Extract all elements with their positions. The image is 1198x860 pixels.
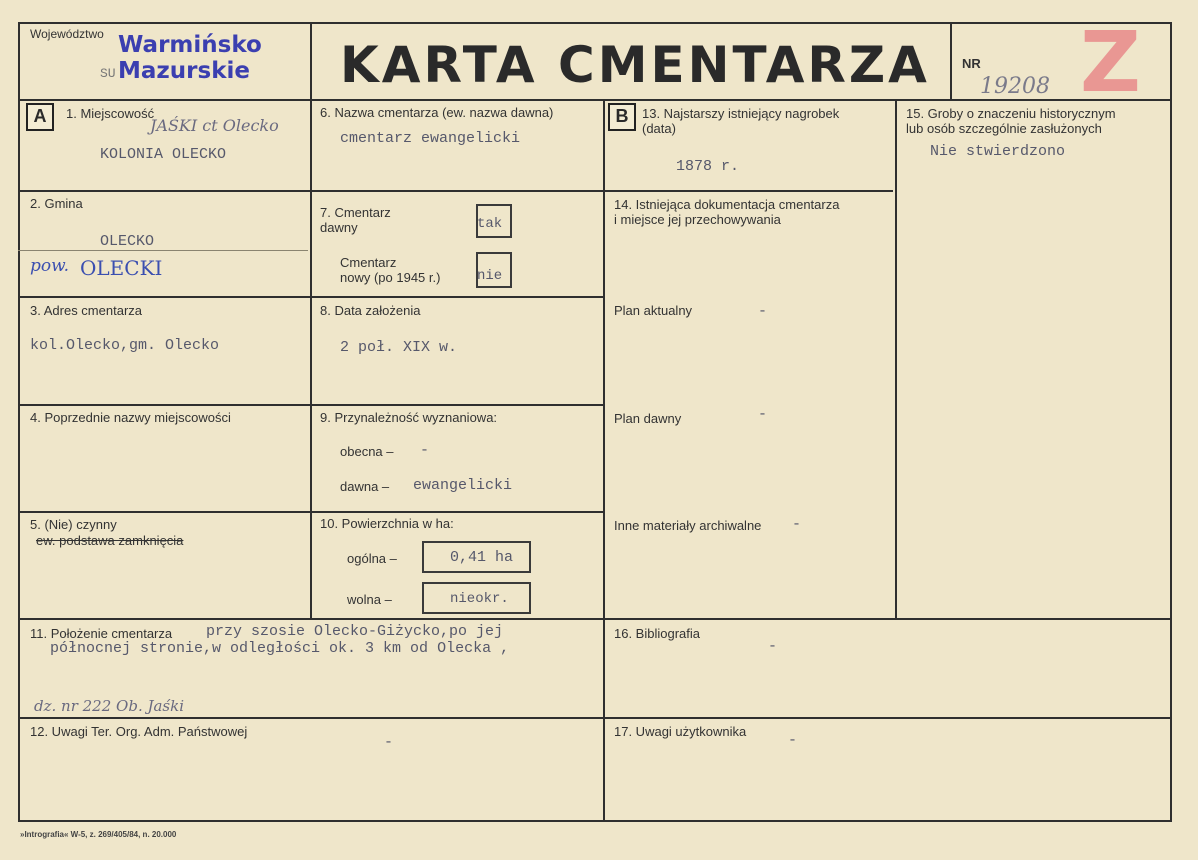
row-line bbox=[18, 190, 311, 192]
pow-label: pow. bbox=[30, 256, 70, 276]
polozenie-line-1: przy szosie Olecko-Giżycko,po jej bbox=[206, 623, 504, 640]
plan-aktualny-label: Plan aktualny bbox=[614, 303, 693, 318]
obecna-value: - bbox=[420, 442, 430, 459]
miejscowosc-handwritten: JAŚKI ct Olecko bbox=[150, 116, 279, 135]
nr-value: 19208 bbox=[980, 74, 1050, 99]
gmina-label: 2. Gmina bbox=[30, 196, 83, 211]
ogolna-label: ogólna – bbox=[347, 551, 397, 566]
nagrobek-value: 1878 r. bbox=[676, 158, 740, 175]
adres-label: 3. Adres cmentarza bbox=[30, 303, 142, 318]
row-line bbox=[18, 717, 1172, 719]
corner-mark: Z bbox=[1080, 13, 1141, 111]
inne-materialy-value: - bbox=[792, 516, 802, 533]
nr-label: NR bbox=[962, 56, 981, 71]
czynny-label: 5. (Nie) czynny bbox=[30, 517, 117, 532]
header-divider bbox=[18, 99, 1172, 101]
dokumentacja-label: 14. Istniejąca dokumentacja cmentarza i miejsce jej przechowywania bbox=[614, 197, 840, 227]
uwagi-uzytkownika-value: - bbox=[788, 732, 798, 749]
col-a-b bbox=[310, 99, 312, 618]
groby-value: Nie stwierdzono bbox=[930, 143, 1066, 160]
plan-aktualny-value: - bbox=[758, 303, 768, 320]
cmentarz-nowy-label: Cmentarz nowy (po 1945 r.) bbox=[340, 255, 441, 285]
frame-right bbox=[1170, 22, 1172, 822]
nazwa-value: cmentarz ewangelicki bbox=[340, 130, 521, 147]
nagrobek-label: 13. Najstarszy istniejący nagrobek (data) bbox=[642, 106, 840, 136]
wolna-label: wolna – bbox=[347, 592, 392, 607]
gmina-value: OLECKO bbox=[100, 233, 155, 250]
uwagi-uzytkownika-label: 17. Uwagi użytkownika bbox=[614, 724, 747, 739]
cmentarz-nowy-value: nie bbox=[477, 268, 503, 284]
wojewodztwo-label: Województwo bbox=[30, 27, 104, 41]
col-main bbox=[603, 99, 605, 821]
frame-left bbox=[18, 22, 20, 822]
polozenie-label: 11. Położenie cmentarza bbox=[30, 626, 173, 641]
row-line bbox=[18, 511, 311, 513]
section-b-marker: B bbox=[608, 103, 636, 131]
row-line bbox=[310, 296, 604, 298]
header-col-2 bbox=[950, 22, 952, 100]
printer-imprint: »Intrografia« W-5, z. 269/405/84, n. 20.000 bbox=[20, 830, 177, 839]
dawna-label: dawna – bbox=[340, 479, 390, 494]
uwagi-ter-value: - bbox=[384, 734, 394, 751]
row-line bbox=[18, 296, 311, 298]
header-col-1 bbox=[310, 22, 312, 100]
frame-top bbox=[18, 22, 1172, 24]
plan-dawny-label: Plan dawny bbox=[614, 411, 682, 426]
data-zalozenia-value: 2 poł. XIX w. bbox=[340, 339, 458, 356]
gmina-underline bbox=[18, 250, 308, 251]
section-a-marker: A bbox=[26, 103, 54, 131]
nazwa-label: 6. Nazwa cmentarza (ew. nazwa dawna) bbox=[320, 105, 554, 120]
plan-dawny-value: - bbox=[758, 406, 768, 423]
cmentarz-dawny-label: 7. Cmentarz dawny bbox=[320, 205, 391, 235]
data-zalozenia-label: 8. Data założenia bbox=[320, 303, 421, 318]
uwagi-ter-label: 12. Uwagi Ter. Org. Adm. Państwowej bbox=[30, 724, 248, 739]
adres-value: kol.Olecko,gm. Olecko bbox=[30, 337, 220, 354]
polozenie-line-2: północnej stronie,w odległości ok. 3 km od Olecka , bbox=[50, 640, 510, 657]
wojewodztwo-stamp: Warmińsko Mazurskie bbox=[118, 32, 262, 84]
poprzednie-label: 4. Poprzednie nazwy miejscowości bbox=[30, 410, 231, 425]
czynny-sub-label: ew. podstawa zamknięcia bbox=[36, 533, 184, 548]
col-15 bbox=[895, 99, 897, 618]
ogolna-value: 0,41 ha bbox=[450, 549, 514, 566]
row-line bbox=[310, 404, 604, 406]
bibliografia-value: - bbox=[768, 638, 778, 655]
powierzchnia-label: 10. Powierzchnia w ha: bbox=[320, 516, 454, 531]
polozenie-handwritten: dz. nr 222 Ob. Jaśki bbox=[34, 697, 185, 715]
row-line bbox=[310, 190, 604, 192]
inne-materialy-label: Inne materiały archiwalne bbox=[614, 518, 762, 533]
dawna-value: ewangelicki bbox=[413, 477, 513, 494]
obecna-label: obecna – bbox=[340, 444, 394, 459]
miejscowosc-value: KOLONIA OLECKO bbox=[100, 146, 227, 163]
wojewodztwo-typed-old: SU bbox=[100, 66, 116, 81]
page-title: KARTA CMENTARZA bbox=[340, 36, 930, 94]
miejscowosc-label: 1. Miejscowość bbox=[66, 106, 155, 121]
row-line bbox=[310, 511, 604, 513]
row-line bbox=[603, 190, 893, 192]
frame-bottom bbox=[18, 820, 1172, 822]
row-line bbox=[18, 404, 311, 406]
cmentarz-dawny-value: tak bbox=[477, 216, 503, 232]
groby-label: 15. Groby o znaczeniu historycznym lub osób szczególnie zasłużonych bbox=[906, 106, 1116, 136]
row-line bbox=[18, 618, 1172, 620]
pow-value: OLECKI bbox=[80, 256, 163, 280]
przynaleznosc-label: 9. Przynależność wyznaniowa: bbox=[320, 410, 498, 425]
bibliografia-label: 16. Bibliografia bbox=[614, 626, 700, 641]
wolna-value: nieokr. bbox=[450, 591, 509, 607]
